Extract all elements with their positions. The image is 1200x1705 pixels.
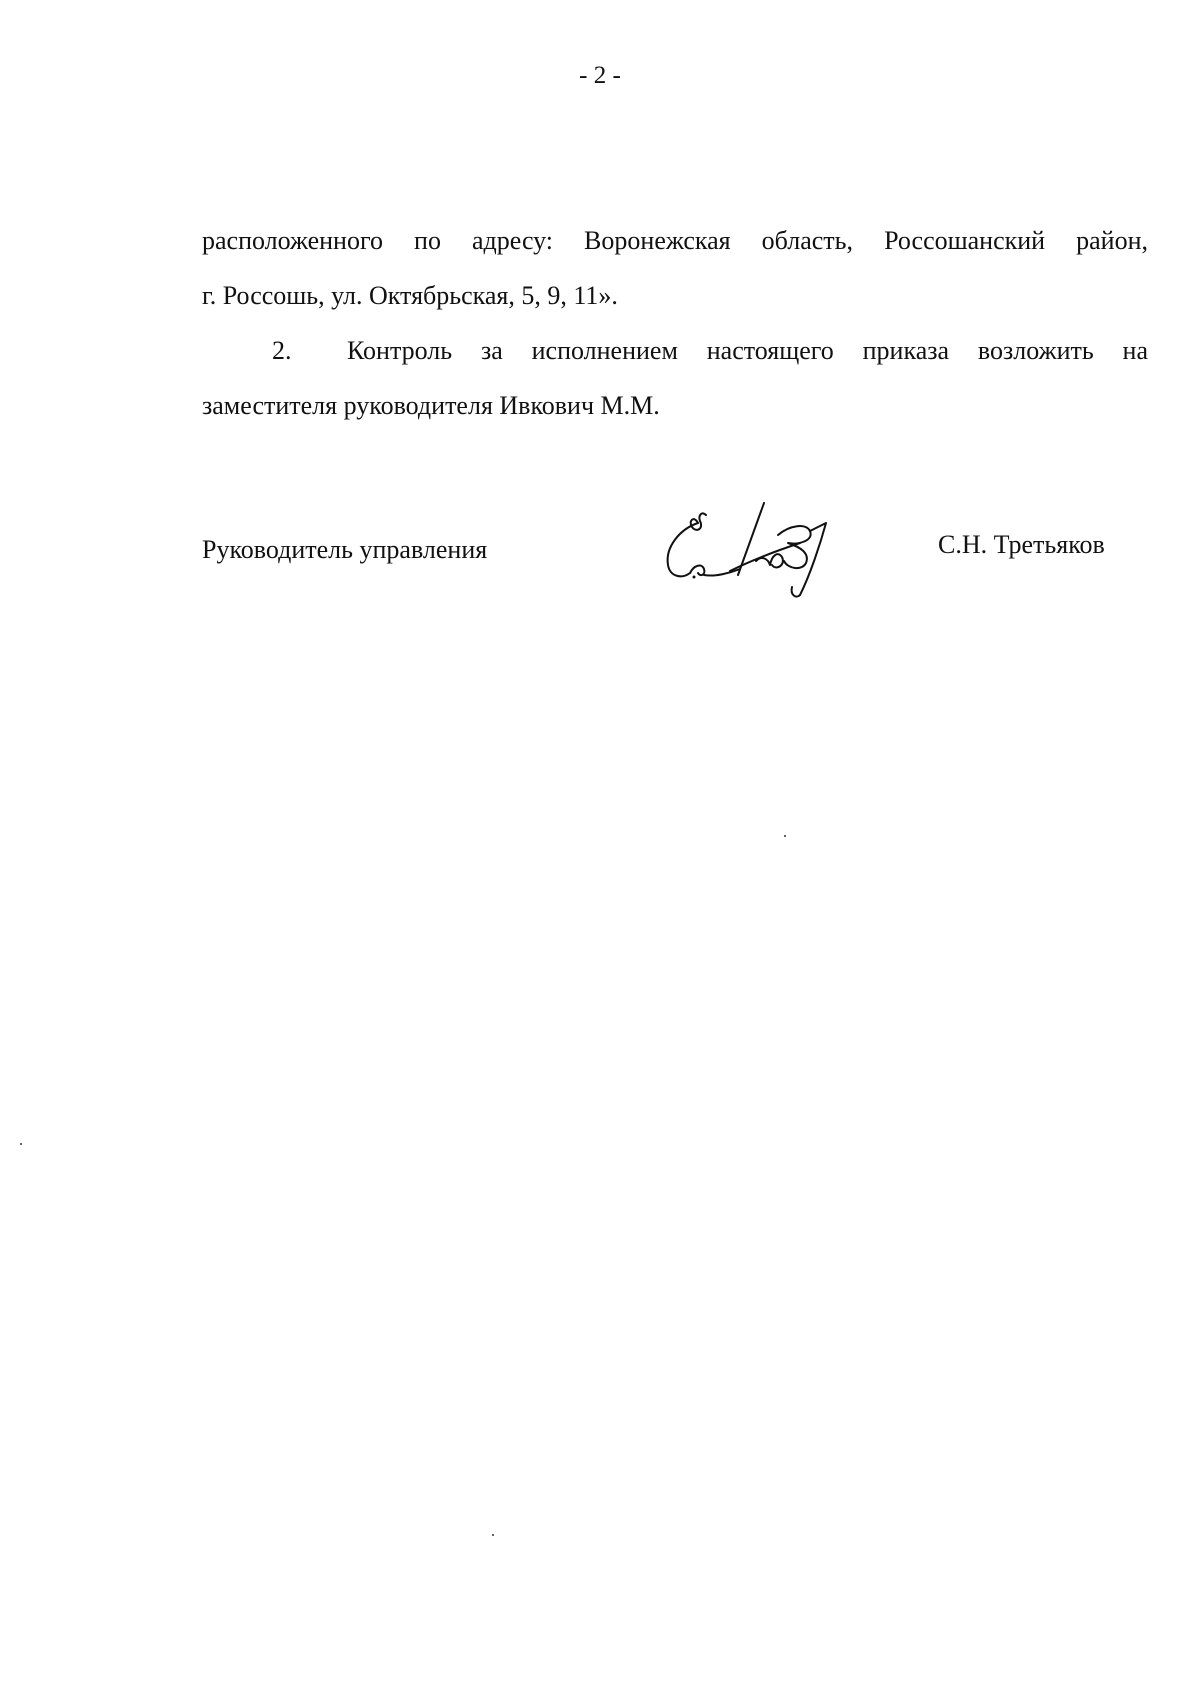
item-2-line-2: заместителя руководителя Ивкович М.М. bbox=[202, 391, 660, 420]
page-number: - 2 - bbox=[579, 62, 621, 89]
signature-icon bbox=[660, 495, 840, 600]
scan-artifact bbox=[20, 1143, 22, 1145]
scan-artifact bbox=[492, 1534, 494, 1536]
paragraph-line-1: расположенного по адресу: Воронежская область, Россошанский район, bbox=[202, 226, 1148, 255]
signatory-title: Руководитель управления bbox=[202, 535, 488, 564]
item-number: 2. bbox=[272, 336, 292, 365]
signatory-name: С.Н. Третьяков bbox=[938, 530, 1105, 559]
paragraph-line-2: г. Россошь, ул. Октябрьская, 5, 9, 11». bbox=[202, 281, 618, 310]
item-2-line-1 bbox=[202, 336, 1148, 366]
scan-artifact bbox=[784, 835, 786, 837]
item-2-text: Контроль за исполнением настоящего приказа возложить на bbox=[347, 336, 1148, 365]
